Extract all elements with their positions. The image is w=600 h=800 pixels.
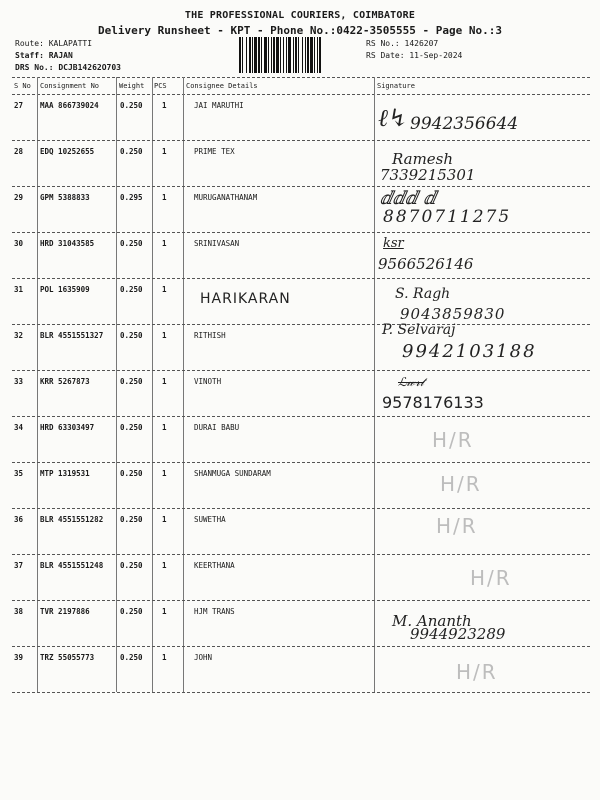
row-consignee: KEERTHANA xyxy=(194,561,235,570)
handwritten-signature: ℓ↯ xyxy=(378,104,409,132)
row-sno: 38 xyxy=(14,607,24,616)
company-title: THE PROFESSIONAL COURIERS, COIMBATORE xyxy=(184,10,416,21)
handwritten-phone: 9578176133 xyxy=(382,393,484,412)
staff-label: Staff: RAJAN xyxy=(15,51,73,60)
handwritten-signature: ksr xyxy=(383,236,404,251)
col-header-signature: Signature xyxy=(377,82,415,90)
row-weight: 0.250 xyxy=(120,561,143,570)
row-weight: 0.250 xyxy=(120,285,143,294)
row-separator xyxy=(12,508,590,509)
hr-stamp: H/R xyxy=(432,428,474,452)
row-pcs: 1 xyxy=(162,331,167,340)
row-sno: 33 xyxy=(14,377,24,386)
row-separator xyxy=(12,462,590,463)
row-consignment-no: TRZ 55055773 xyxy=(40,653,95,662)
row-pcs: 1 xyxy=(162,377,167,386)
row-consignee: SUWETHA xyxy=(194,515,226,524)
row-weight: 0.250 xyxy=(120,653,143,662)
handwritten-signature: M. Ananth xyxy=(392,612,472,630)
row-separator xyxy=(12,324,590,325)
row-consignee: SHANMUGA SUNDARAM xyxy=(194,469,271,478)
route-label: Route: KALAPATTI xyxy=(15,39,93,48)
row-weight: 0.250 xyxy=(120,101,143,110)
row-pcs: 1 xyxy=(162,607,167,616)
row-pcs: 1 xyxy=(162,561,167,570)
row-consignment-no: EDQ 10252655 xyxy=(40,147,95,156)
rs-date: RS Date: 11-Sep-2024 xyxy=(366,51,463,60)
row-pcs: 1 xyxy=(162,193,167,202)
row-sno: 29 xyxy=(14,193,24,202)
handwritten-phone: 9944923289 xyxy=(410,625,506,643)
handwritten-phone: 7339215301 xyxy=(380,166,476,184)
row-weight: 0.250 xyxy=(120,377,143,386)
row-separator xyxy=(12,646,590,647)
row-weight: 0.250 xyxy=(120,607,143,616)
row-pcs: 1 xyxy=(162,101,167,110)
row-sno: 31 xyxy=(14,285,24,294)
row-weight: 0.250 xyxy=(120,423,143,432)
row-consignment-no: KRR 5267873 xyxy=(40,377,90,386)
row-separator xyxy=(12,600,590,601)
row-consignee: SRINIVASAN xyxy=(194,239,240,248)
handwritten-phone: 8870711275 xyxy=(383,207,512,227)
row-separator xyxy=(12,416,590,417)
row-consignment-no: MAA 866739024 xyxy=(40,101,99,110)
row-pcs: 1 xyxy=(162,515,167,524)
row-separator xyxy=(12,554,590,555)
row-consignee: VINOTH xyxy=(194,377,222,386)
row-consignee: PRIME TEX xyxy=(194,147,235,156)
row-sno: 39 xyxy=(14,653,24,662)
drs-number: DRS No.: DCJB14262O703 xyxy=(15,63,121,72)
row-consignment-no: BLR 4551551282 xyxy=(40,515,104,524)
barcode-bar xyxy=(321,37,324,73)
row-consignment-no: HRD 63303497 xyxy=(40,423,95,432)
handwritten-signature: P. Selvaraj xyxy=(382,322,456,338)
col-header-sno: S No xyxy=(14,82,31,90)
row-separator xyxy=(12,140,590,141)
col-header-weight: Weight xyxy=(119,82,145,90)
handwritten-signature: S. Ragh xyxy=(395,286,451,302)
row-sno: 37 xyxy=(14,561,24,570)
row-separator xyxy=(12,186,590,187)
row-weight: 0.250 xyxy=(120,331,143,340)
runsheet-subtitle: Delivery Runsheet - KPT - Phone No.:0422-3505555 - Page No.:3 xyxy=(98,24,502,37)
row-separator xyxy=(12,370,590,371)
col-header-pcs: PCS xyxy=(154,82,167,90)
row-weight: 0.250 xyxy=(120,147,143,156)
hr-stamp: H/R xyxy=(440,472,482,496)
row-pcs: 1 xyxy=(162,147,167,156)
rs-number: RS No.: 1426207 xyxy=(366,39,439,48)
row-consignment-no: GPM 5388833 xyxy=(40,193,90,202)
header-rule-top xyxy=(12,77,590,78)
row-consignment-no: HRD 31043585 xyxy=(40,239,95,248)
row-pcs: 1 xyxy=(162,653,167,662)
row-consignment-no: BLR 4551551248 xyxy=(40,561,104,570)
hr-stamp: H/R xyxy=(456,660,498,684)
row-consignee: MURUGANATHANAM xyxy=(194,193,258,202)
row-sno: 28 xyxy=(14,147,24,156)
row-sno: 32 xyxy=(14,331,24,340)
row-weight: 0.250 xyxy=(120,515,143,524)
row-consignee: DURAI BABU xyxy=(194,423,240,432)
handwritten-phone: 9942103188 xyxy=(402,341,537,362)
row-pcs: 1 xyxy=(162,285,167,294)
row-weight: 0.295 xyxy=(120,193,143,202)
row-consignment-no: MTP 1319531 xyxy=(40,469,90,478)
row-sno: 35 xyxy=(14,469,24,478)
col-header-consignee: Consignee Details xyxy=(186,82,258,90)
row-separator xyxy=(12,232,590,233)
hr-stamp: H/R xyxy=(470,566,512,590)
row-pcs: 1 xyxy=(162,239,167,248)
row-sno: 36 xyxy=(14,515,24,524)
row-separator xyxy=(12,692,590,693)
row-pcs: 1 xyxy=(162,469,167,478)
row-sno: 27 xyxy=(14,101,24,110)
row-pcs: 1 xyxy=(162,423,167,432)
row-consignee: JOHN xyxy=(194,653,213,662)
handwritten-phone: 9043859830 xyxy=(400,305,506,323)
row-sno: 30 xyxy=(14,239,24,248)
header-rule-bottom xyxy=(12,94,590,95)
handwritten-consignee-name: HARIKARAN xyxy=(200,291,291,307)
hr-stamp: H/R xyxy=(436,514,478,538)
row-consignment-no: BLR 4551551327 xyxy=(40,331,104,340)
handwritten-phone: 9566526146 xyxy=(378,255,474,273)
row-weight: 0.250 xyxy=(120,239,143,248)
handwritten-strikethrough: ℒ𝓌𝓇𝓉 xyxy=(398,375,425,389)
row-separator xyxy=(12,278,590,279)
row-consignee: RITHISH xyxy=(194,331,226,340)
row-weight: 0.250 xyxy=(120,469,143,478)
row-consignment-no: POL 1635909 xyxy=(40,285,90,294)
row-sno: 34 xyxy=(14,423,24,432)
row-consignee: HJM TRANS xyxy=(194,607,235,616)
barcode-image xyxy=(239,37,357,73)
row-consignment-no: TVR 2197886 xyxy=(40,607,90,616)
handwritten-signature: Ramesh xyxy=(392,150,454,168)
handwritten-phone: 9942356644 xyxy=(410,114,519,134)
row-consignee: JAI MARUTHI xyxy=(194,101,244,110)
col-header-consignment: Consignment No xyxy=(40,82,100,90)
handwritten-scribble: ⅆⅆⅆ ⅆ xyxy=(380,188,437,209)
